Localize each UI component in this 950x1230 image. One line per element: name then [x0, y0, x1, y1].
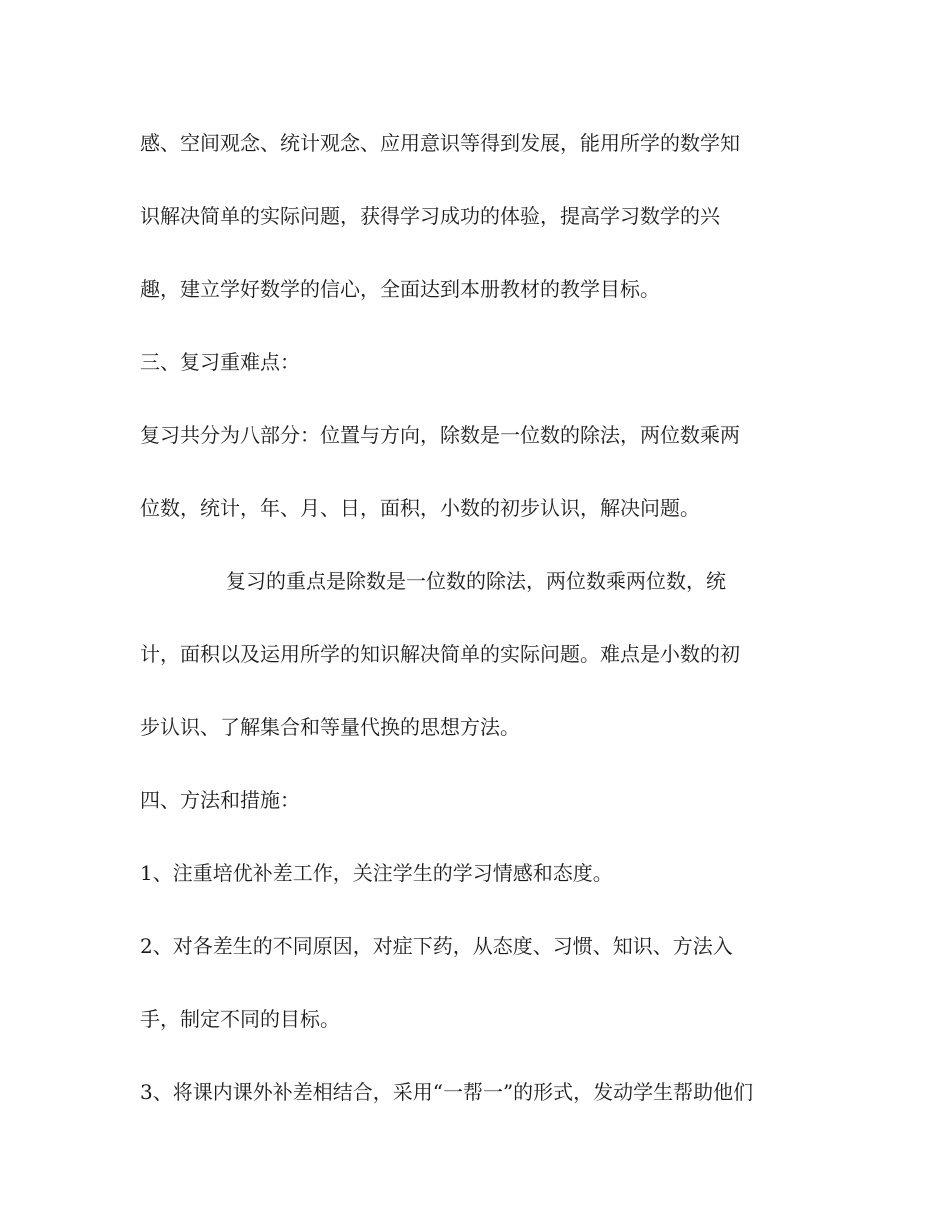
text-line: 步认识、了解集合和等量代换的思想方法。	[140, 715, 520, 739]
text-line: 计，面积以及运用所学的知识解决简单的实际问题。难点是小数的初	[140, 642, 740, 666]
text-line: 识解决简单的实际问题，获得学习成功的体验，提高学习数学的兴	[140, 204, 720, 228]
text-line: 感、空间观念、统计观念、应用意识等得到发展，能用所学的数学知	[140, 131, 740, 155]
section-heading: 三、复习重难点：	[140, 350, 300, 374]
list-item: 1、注重培优补差工作，关注学生的学习情感和态度。	[140, 861, 613, 885]
text-line: 趣，建立学好数学的信心，全面达到本册教材的教学目标。	[140, 277, 660, 301]
list-item: 3、将课内课外补差相结合，采用“一帮一”的形式，发动学生帮助他们	[140, 1080, 754, 1104]
section-heading: 四、方法和措施：	[140, 788, 300, 812]
text-line: 复习的重点是除数是一位数的除法，两位数乘两位数，统	[226, 569, 726, 593]
list-item: 2、对各差生的不同原因，对症下药，从态度、习惯、知识、方法入	[140, 934, 733, 958]
text-line: 手，制定不同的目标。	[140, 1007, 340, 1031]
text-line: 位数，统计，年、月、日，面积，小数的初步认识，解决问题。	[140, 496, 700, 520]
text-line: 复习共分为八部分：位置与方向，除数是一位数的除法，两位数乘两	[140, 423, 740, 447]
